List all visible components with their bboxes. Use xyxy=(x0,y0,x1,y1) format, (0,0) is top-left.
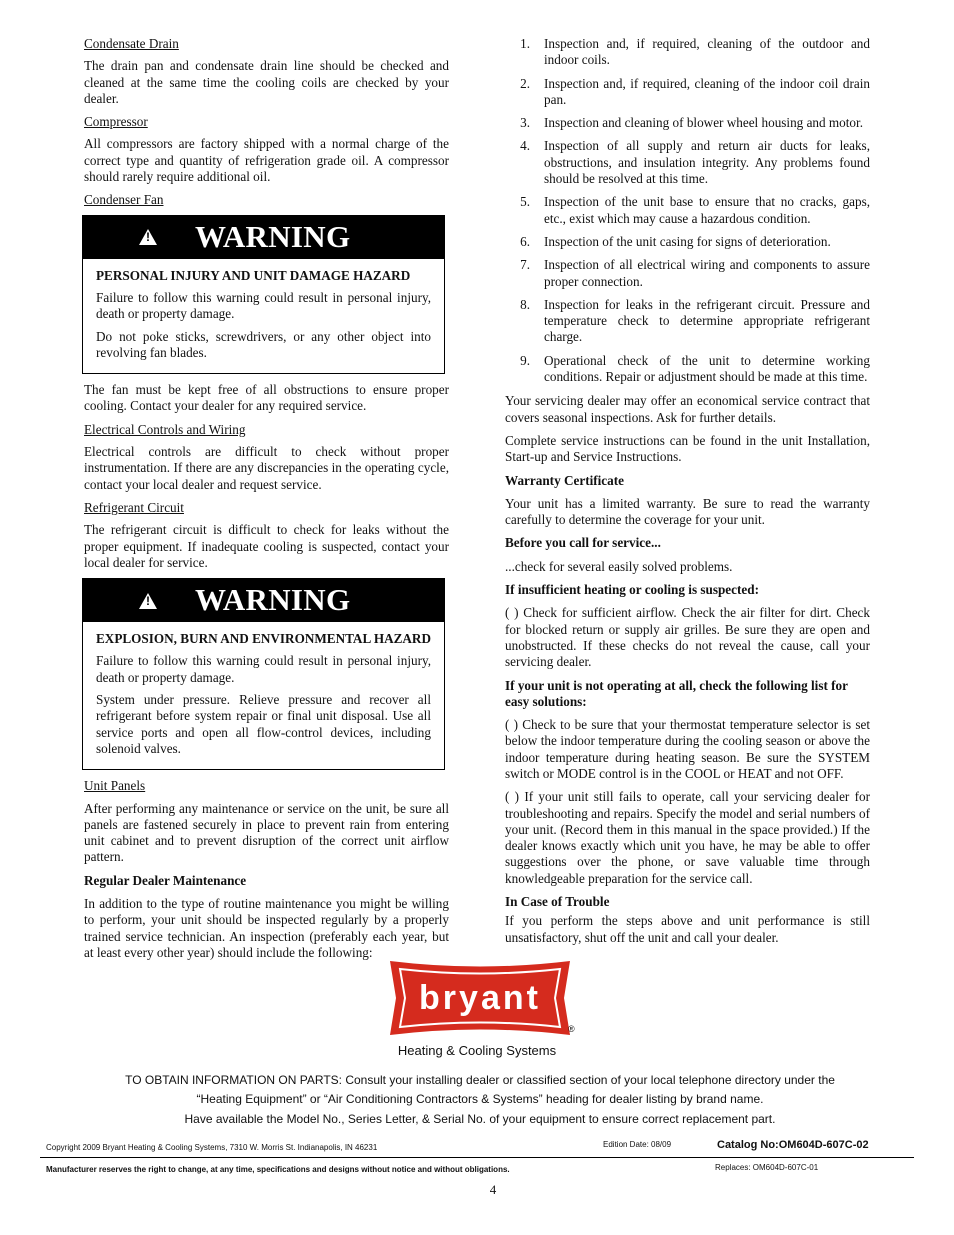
warning-banner xyxy=(83,216,444,259)
brand-tagline: Heating & Cooling Systems xyxy=(397,1043,557,1058)
warranty-text: Your unit has a limited warranty. Be sure to read the warranty carefully to determine the coverage for your unit. xyxy=(505,495,870,528)
insufficient-heading: If insufficient heating or cooling is suspected: xyxy=(505,582,759,598)
unit-panels-heading: Unit Panels xyxy=(84,778,146,794)
refrigerant-warning-box xyxy=(82,578,445,770)
refrigerant-heading: Refrigerant Circuit xyxy=(84,499,184,515)
warning-triangle-icon: ! xyxy=(139,593,157,609)
compressor-text: All compressors are factory shipped with a normal charge of the correct type and quantity of refrigeration grade oil. A compressor should rarely require additional oil. xyxy=(84,136,449,185)
electrical-text: Electrical controls are difficult to check without proper instrumentation. If there are any discrepancies in the operating cycle, contact your local dealer and request service. xyxy=(84,444,449,492)
service-instructions-text: Complete service instructions can be found in the unit Installation, Start-up and Service Instructions. xyxy=(505,432,870,465)
dealer-maintenance-text: In addition to the type of routine maintenance you might be willing to perform, your unit should be inspected regularly by a properly trained service technician. An inspection (preferably each year, but at least every other year) should include the following: xyxy=(84,895,449,960)
parts-info-line: TO OBTAIN INFORMATION ON PARTS: Consult your installing dealer or classified section of your local telephone directory under the xyxy=(125,1073,835,1087)
not-operating-heading: If your unit is not operating at all, check the following list for easy solutions: xyxy=(505,677,848,709)
list-item: 4. Inspection of all supply and return air ducts for leaks, obstructions, and insulation integrity. Any problems found should be resolved at this time. xyxy=(520,138,870,187)
parts-info-line: “Heating Equipment” or “Air Conditioning Contractors & Systems” heading for dealer listing by brand name. xyxy=(196,1092,764,1107)
dealer-maintenance-heading: Regular Dealer Maintenance xyxy=(84,872,247,888)
fan-warning-box xyxy=(82,215,445,374)
not-operating-text: ( ) Check to be sure that your thermostat temperature selector is set below the indoor temperature during the cooling season or above the indoor temperature during heating season. Be sure the SYSTEM switch or MODE control is in the COOL or HEAT and not OFF. xyxy=(505,717,870,781)
warranty-heading: Warranty Certificate xyxy=(505,472,625,488)
left-column xyxy=(84,36,449,968)
footer-divider xyxy=(40,1157,914,1158)
copyright: Copyright 2009 Bryant Heating & Cooling Systems, 7310 W. Morris St. Indianapolis, IN 46231 xyxy=(46,1143,378,1152)
before-call-text: ...check for several easily solved problems. xyxy=(505,558,733,574)
right-column xyxy=(505,36,870,953)
catalog-number: Catalog No:OM604D-607C-02 xyxy=(717,1139,869,1151)
electrical-heading: Electrical Controls and Wiring xyxy=(84,421,246,437)
bryant-logo xyxy=(384,958,576,1038)
list-item: 9. Operational check of the unit to determine working conditions. Repair or adjustment should be made at this time. xyxy=(520,352,870,385)
warning-title: PERSONAL INJURY AND UNIT DAMAGE HAZARD xyxy=(96,267,411,283)
before-call-heading: Before you call for service... xyxy=(505,535,661,551)
list-item: 5. Inspection of the unit base to ensure that no cracks, gaps, etc., exist which may cause a hazardous condition. xyxy=(520,194,870,226)
parts-info xyxy=(40,1071,920,1129)
trouble-text: If you perform the steps above and unit performance is still unsatisfactory, shut off the unit and call your dealer. xyxy=(505,913,870,945)
trouble-heading: In Case of Trouble xyxy=(505,894,610,910)
warning-label: WARNING xyxy=(195,582,351,618)
condenser-fan-text: The fan must be kept free of all obstructions to ensure proper cooling. Contact your dealer for any required service. xyxy=(84,382,449,414)
list-item: 1. Inspection and, if required, cleaning of the outdoor and indoor coils. xyxy=(520,36,870,68)
warning-banner xyxy=(83,579,444,622)
list-item: 7. Inspection of all electrical wiring and components to assure proper connection. xyxy=(520,257,870,289)
warning-text: System under pressure. Relieve pressure and recover all refrigerant before system repair or final unit disposal. Use all service ports and open all flow-control devices, including solenoid valves. xyxy=(96,692,431,756)
warning-text: Failure to follow this warning could result in personal injury, death or property damage. xyxy=(96,653,431,685)
warning-label: WARNING xyxy=(195,219,351,255)
list-item: 6. Inspection of the unit casing for signs of deterioration. xyxy=(520,233,831,249)
warning-text: Do not poke sticks, screwdrivers, or any other object into revolving fan blades. xyxy=(96,328,431,360)
list-item: 3. Inspection and cleaning of blower wheel housing and motor. xyxy=(520,115,863,131)
insufficient-text: ( ) Check for sufficient airflow. Check the air filter for dirt. Check for blocked return or supply air grilles. Be sure they are open and unobstructed. If these checks do not reveal the cause, call your servicing dealer. xyxy=(505,605,870,670)
condensate-drain-text: The drain pan and condensate drain line should be checked and cleaned at the same time the cooling coils are checked by your dealer. xyxy=(84,58,449,106)
page-number: 4 xyxy=(489,1182,497,1197)
edition-date: Edition Date: 08/09 xyxy=(603,1140,672,1149)
list-item: 2. Inspection and, if required, cleaning of the indoor coil drain pan. xyxy=(520,75,870,107)
logo-text: bryant xyxy=(419,979,541,1017)
replaces-number: Replaces: OM604D-607C-01 xyxy=(715,1163,819,1172)
condenser-fan-heading: Condenser Fan xyxy=(84,192,164,208)
inspection-list xyxy=(505,36,870,385)
refrigerant-text: The refrigerant circuit is difficult to check for leaks without the proper equipment. If inadequate cooling is suspected, contact your local dealer for service. xyxy=(84,522,449,570)
not-operating-text: ( ) If your unit still fails to operate, call your servicing dealer for troubleshooting and repairs. Specify the model and serial numbers of your unit. (Record them in this manual in the space provided.) If the dealer knows exactly which unit you have, he may be able to offer suggestions over the phone, or save valuable time through knowledgeable preparation for the service call. xyxy=(505,789,870,886)
parts-info-line: Have available the Model No., Series Letter, & Serial No. of your equipment to ensure correct replacement part. xyxy=(184,1111,776,1126)
list-item: 8. Inspection for leaks in the refrigerant circuit. Pressure and temperature check to determine appropriate refrigerant charge. xyxy=(520,296,870,345)
unit-panels-text: After performing any maintenance or service on the unit, be sure all panels are fastened securely in place to prevent rain from entering unit cabinet and to prevent disruption of the correct unit airflow pattern. xyxy=(84,800,449,865)
service-contract-text: Your servicing dealer may offer an economical service contract that covers seasonal inspections. Ask for further details. xyxy=(505,393,870,425)
registered-mark: ® xyxy=(568,1024,575,1034)
compressor-heading: Compressor xyxy=(84,114,148,130)
warning-text: Failure to follow this warning could result in personal injury, death or property damage. xyxy=(96,289,431,322)
rights-notice: Manufacturer reserves the right to change, at any time, specifications and designs without notice and without obligations. xyxy=(46,1165,510,1174)
warning-triangle-icon: ! xyxy=(139,229,157,245)
condensate-drain-heading: Condensate Drain xyxy=(84,36,179,51)
warning-title: EXPLOSION, BURN AND ENVIRONMENTAL HAZARD xyxy=(96,631,431,647)
